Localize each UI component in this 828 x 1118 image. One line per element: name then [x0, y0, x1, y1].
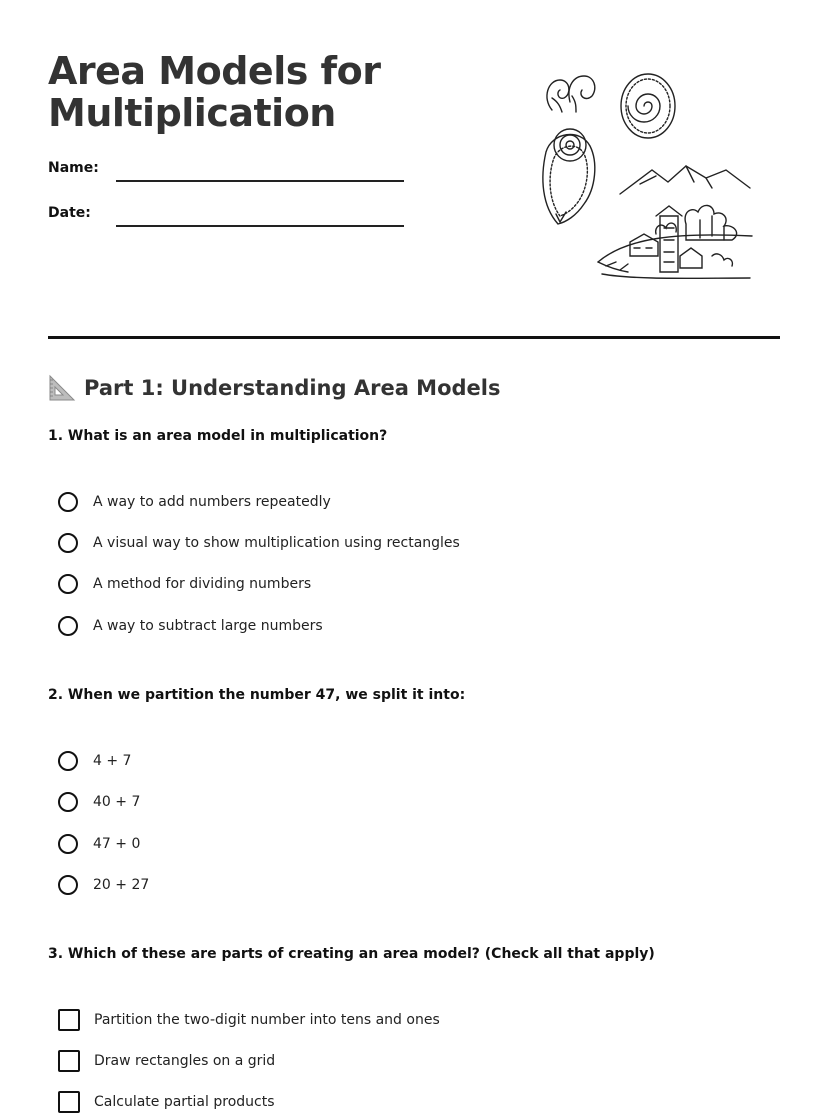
name-field[interactable] — [116, 180, 404, 182]
title-line-1: Area Models for — [48, 49, 381, 93]
question-1-option-3[interactable] — [58, 574, 311, 594]
question-3-option-3[interactable] — [58, 1091, 275, 1113]
radio-button[interactable] — [58, 574, 78, 594]
question-1-prompt: 1. What is an area model in multiplication? — [48, 428, 388, 444]
question-2-option-2[interactable] — [58, 792, 140, 812]
question-2-prompt: 2. When we partition the number 47, we split it into: — [48, 687, 466, 703]
option-label: 47 + 0 — [93, 836, 141, 852]
header-divider — [48, 336, 780, 339]
option-label: A way to subtract large numbers — [93, 618, 323, 634]
question-1-option-1[interactable] — [58, 492, 331, 512]
radio-button[interactable] — [58, 834, 78, 854]
question-2-option-3[interactable] — [58, 834, 140, 854]
option-label: Partition the two-digit number into tens and ones — [94, 1012, 440, 1028]
radio-button[interactable] — [58, 792, 78, 812]
question-3-prompt: 3. Which of these are parts of creating an area model? (Check all that apply) — [48, 946, 655, 962]
set-square-icon — [48, 374, 76, 402]
option-label: 20 + 27 — [93, 877, 150, 893]
option-label: Calculate partial products — [94, 1094, 275, 1110]
radio-button[interactable] — [58, 492, 78, 512]
radio-button[interactable] — [58, 751, 78, 771]
checkbox[interactable] — [58, 1050, 80, 1072]
radio-button[interactable] — [58, 533, 78, 553]
question-1-option-2[interactable] — [58, 533, 460, 553]
title-line-2: Multiplication — [48, 91, 336, 135]
option-label: 40 + 7 — [93, 794, 141, 810]
question-2-option-4[interactable] — [58, 875, 149, 895]
worksheet-title — [48, 50, 380, 134]
checkbox[interactable] — [58, 1091, 80, 1113]
question-3-option-1[interactable] — [58, 1009, 440, 1031]
checkbox[interactable] — [58, 1009, 80, 1031]
question-1-option-4[interactable] — [58, 616, 323, 636]
name-label: Name: — [48, 160, 99, 176]
spirals-and-village-landscape-illustration — [536, 66, 756, 284]
radio-button[interactable] — [58, 875, 78, 895]
question-3-option-2[interactable] — [58, 1050, 275, 1072]
part1-heading — [48, 374, 500, 402]
option-label: Draw rectangles on a grid — [94, 1053, 276, 1069]
radio-button[interactable] — [58, 616, 78, 636]
option-label: 4 + 7 — [93, 753, 132, 769]
date-field[interactable] — [116, 225, 404, 227]
date-label: Date: — [48, 205, 91, 221]
option-label: A visual way to show multiplication using rectangles — [93, 535, 460, 551]
part1-title: Part 1: Understanding Area Models — [84, 376, 501, 400]
question-2-option-1[interactable] — [58, 751, 131, 771]
option-label: A method for dividing numbers — [93, 576, 312, 592]
option-label: A way to add numbers repeatedly — [93, 494, 331, 510]
